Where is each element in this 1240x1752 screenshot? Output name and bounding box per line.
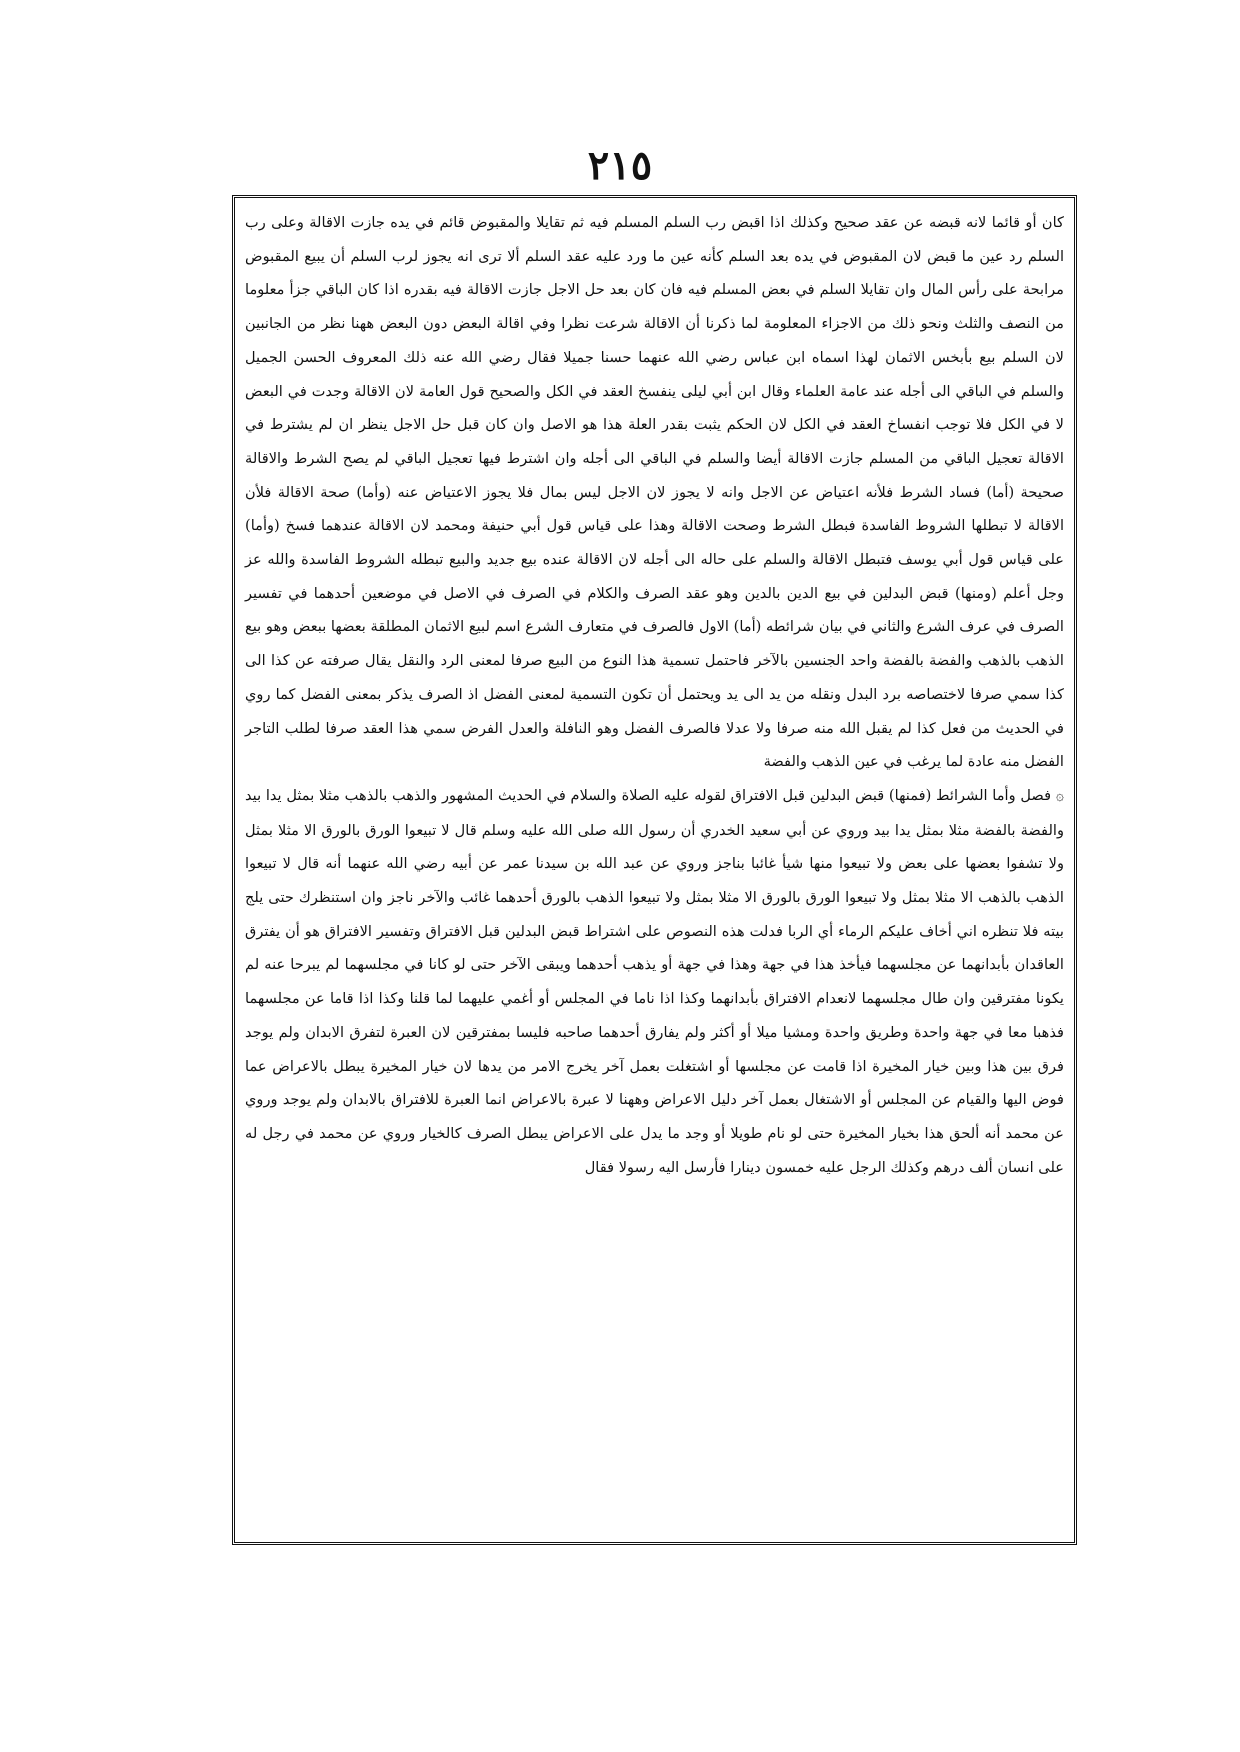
paragraph: فصل وأما الشرائط (فمنها) قبض البدلين قبل الافتراق لقوله عليه الصلاة والسلام في الحديث المشهور والذهب بالذهب مثلا بمثل يدا بيد والفضة بالفضة مثلا بمثل يدا بيد وروي عن أبي سعيد الخدري أن رسول الله صلى الله عليه وسلم قال لا تبيعوا الورق بالورق الا مثلا بمثل ولا تشفوا بعضها على بعض ولا تبيعوا منها شيأ غائبا بناجز وروي عن عبد الله بن سيدنا عمر عن أبيه رضي الله عنهما أنه قال لا تبيعوا الذهب بالذهب الا مثلا بمثل ولا تبيعوا الورق بالورق الا مثلا بمثل ولا تبيعوا الذهب بالورق أحدهما غائب والآخر ناجز وان استنظرك حتى يلج بيته فلا تنظره اني أخاف عليكم الرماء أي الربا فدلت هذه النصوص على اشتراط قبض البدلين قبل الافتراق وتفسير الافتراق هو أن يفترق العاقدان بأبدانهما عن مجلسهما فيأخذ هذا في جهة وهذا في جهة أو يذهب أحدهما ويبقى الآخر حتى لو كانا في مجلسهما لم يبرحا عنه لم يكونا مفترقين وان طال مجلسهما لانعدام الافتراق بأبدانهما وكذا اذا ناما في المجلس أو أغمي عليهما لما قلنا وكذا اذا قاما عن مجلسهما فذهبا معا في جهة واحدة وطريق واحدة ومشيا ميلا أو أكثر ولم يفارق أحدهما صاحبه فليسا بمفترقين لان العبرة لتفرق الابدان ولم يوجد فرق بين هذا وبين خيار المخيرة اذا قامت عن مجلسها أو اشتغلت بعمل آخر يخرج الامر من يدها لان خيار المخيرة يبطل بالاعراض عما فوض اليها والقيام عن المجلس أو الاشتغال بعمل آخر دليل الاعراض وههنا لا عبرة بالاعراض انما العبرة للافتراق بالابدان ولم يوجد وروي عن محمد أنه ألحق هذا بخيار المخيرة حتى لو نام طويلا أو وجد ما يدل على الاعراض يبطل الصرف كالخيار وروي عن محمد في رجل له على انسان ألف درهم وكذلك الرجل عليه خمسون دينارا فأرسل اليه رسولا فقال	[245, 786, 1064, 1176]
section-paragraph	[245, 779, 1064, 1184]
text-frame	[232, 195, 1077, 1545]
body-text	[245, 206, 1064, 1184]
ornament-icon: ۞	[1055, 787, 1064, 804]
page-number: ٢١٥	[587, 142, 653, 189]
paragraph: كان أو قائما لانه قبضه عن عقد صحيح وكذلك اذا اقبض رب السلم المسلم فيه ثم تقايلا والمقبوض قائم في يده جازت الاقالة وعلى رب السلم رد عين ما قبض لان المقبوض في يده بعد السلم كأنه عين ما ورد عليه عقد السلم ألا ترى انه يجوز لرب السلم أن يبيع المقبوض مرابحة على رأس المال وان تقايلا السلم في بعض المسلم فيه فان كان بعد حل الاجل جازت الاقالة فيه بقدره اذا كان الباقي جزأ معلوما من النصف والثلث ونحو ذلك من الاجزاء المعلومة لما ذكرنا أن الاقالة شرعت نظرا وفي اقالة البعض دون البعض ههنا نظر من الجانبين لان السلم بيع بأبخس الاثمان لهذا اسماه ابن عباس رضي الله عنهما حسنا جميلا فقال رضي الله عنه ذلك المعروف الحسن الجميل والسلم في الباقي الى أجله عند عامة العلماء وقال ابن أبي ليلى ينفسخ العقد في الكل والصحيح قول العامة لان الاقالة وجدت في البعض لا في الكل فلا توجب انفساخ العقد في الكل لان الحكم يثبت بقدر العلة هذا هو الاصل وان كان قبل حل الاجل ينظر ان لم يشترط في الاقالة تعجيل الباقي من المسلم جازت الاقالة أيضا والسلم في الباقي الى أجله وان اشترط فيها تعجيل الباقي لم يصح الشرط والاقالة صحيحة (أما) فساد الشرط فلأنه اعتياض عن الاجل وانه لا يجوز لان الاجل ليس بمال فلا يجوز الاعتياض عنه (وأما) صحة الاقالة فلأن الاقالة لا تبطلها الشروط الفاسدة فبطل الشرط وصحت الاقالة وهذا على قياس قول أبي حنيفة ومحمد لان الاقالة عندهما فسخ (وأما) على قياس قول أبي يوسف فتبطل الاقالة والسلم على حاله الى أجله لان الاقالة عنده بيع جديد والبيع تبطله الشروط الفاسدة والله عز وجل أعلم (ومنها) قبض البدلين في بيع الدين بالدين وهو عقد الصرف والكلام في الصرف في الاصل في موضعين أحدهما في تفسير الصرف في عرف الشرع والثاني في بيان شرائطه (أما) الاول فالصرف في متعارف الشرع اسم لبيع الاثمان المطلقة بعضها ببعض وهو بيع الذهب بالذهب والفضة بالفضة واحد الجنسين بالآخر فاحتمل تسمية هذا النوع من البيع صرفا لمعنى الرد والنقل يقال صرفته عن كذا الى كذا سمي صرفا لاختصاصه برد البدل ونقله من يد الى يد ويحتمل أن تكون التسمية لمعنى الفضل اذ الصرف يذكر بمعنى الفضل كما روي في الحديث من فعل كذا لم يقبل الله منه صرفا ولا عدلا فالصرف الفضل وهو النافلة والعدل الفرض سمي هذا العقد صرفا لطلب التاجر الفضل منه عادة لما يرغب في عين الذهب والفضة	[245, 214, 1064, 771]
